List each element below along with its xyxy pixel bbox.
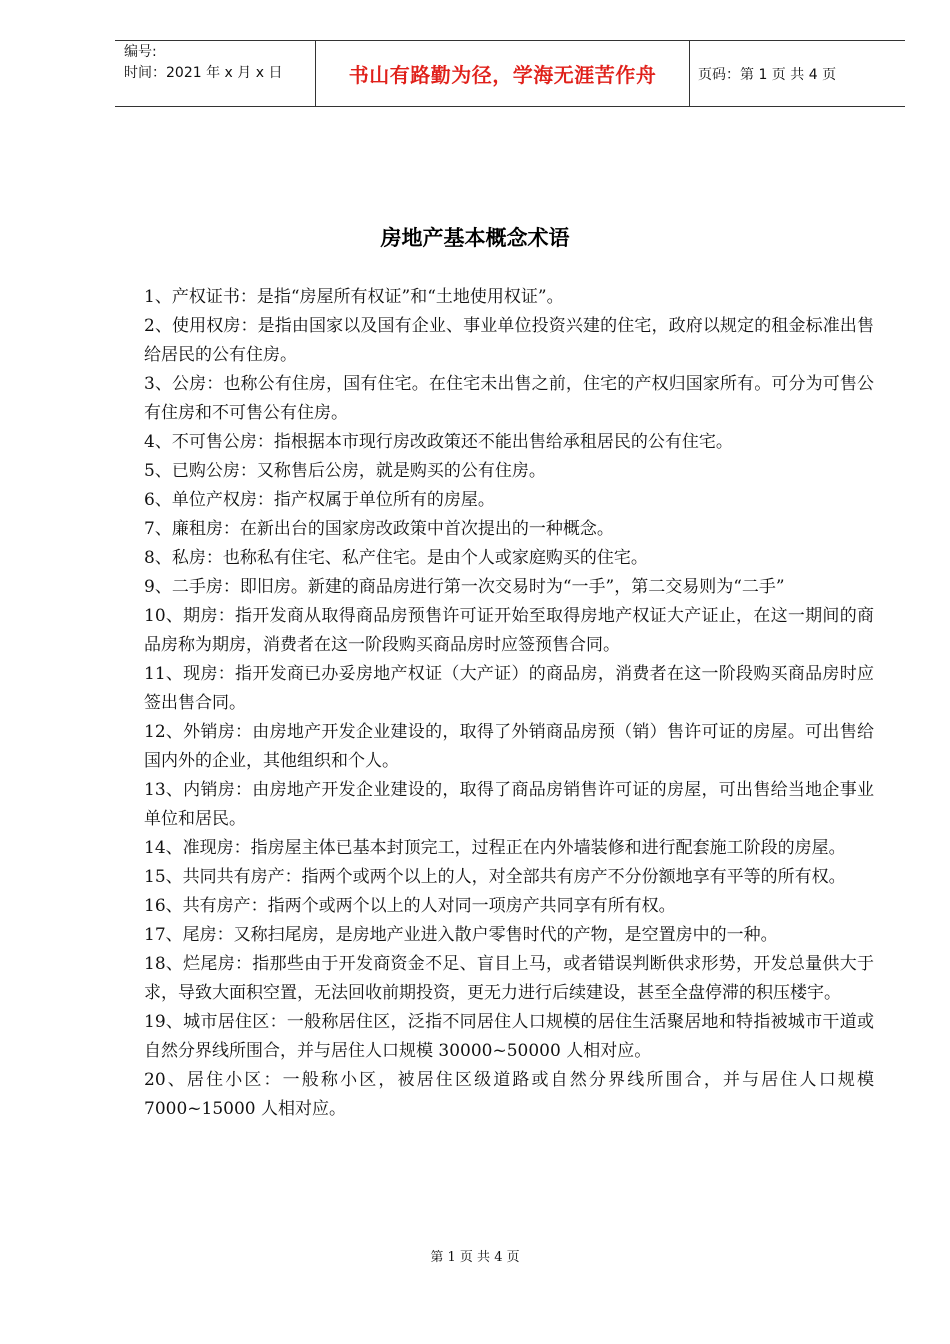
term-item: 12、外销房：由房地产开发企业建设的，取得了外销商品房预（销）售许可证的房屋。可出售给国内外的企业，其他组织和个人。 xyxy=(144,722,874,771)
term-item: 15、共同共有房产：指两个或两个以上的人，对全部共有房产不分份额地享有平等的所有权。 xyxy=(144,867,846,887)
document-time-label: 时间：2021 年 x 月 x 日 xyxy=(124,65,283,81)
term-item: 3、公房：也称公有住房，国有住宅。在住宅未出售之前，住宅的产权归国家所有。可分为可售公有住房和不可售公有住房。 xyxy=(144,374,874,423)
page-footer: 第 1 页 共 4 页 xyxy=(430,1250,520,1265)
term-item: 8、私房：也称私有住宅、私产住宅。是由个人或家庭购买的住宅。 xyxy=(144,548,648,568)
term-item: 2、使用权房：是指由国家以及国有企业、事业单位投资兴建的住宅，政府以规定的租金标准出售给居民的公有住房。 xyxy=(144,316,874,365)
header-motto: 书山有路勤为径，学海无涯苦作舟 xyxy=(315,41,690,106)
header-page-info: 页码：第 1 页 共 4 页 xyxy=(698,66,837,83)
term-item: 5、已购公房：又称售后公房，就是购买的公有住房。 xyxy=(144,461,546,481)
header-table xyxy=(115,40,905,107)
header-meta xyxy=(115,41,315,106)
term-item: 20、居住小区：一般称小区，被居住区级道路或自然分界线所围合，并与居住人口规模7000~15000 人相对应。 xyxy=(144,1070,874,1119)
term-item: 10、期房：指开发商从取得商品房预售许可证开始至取得房地产权证大产证止，在这一期间的商品房称为期房，消费者在这一阶段购买商品房时应签预售合同。 xyxy=(144,606,874,655)
term-item: 17、尾房：又称扫尾房，是房地产业进入散户零售时代的产物，是空置房中的一种。 xyxy=(144,925,778,945)
document-number-label: 编号: xyxy=(124,44,157,60)
term-item: 9、二手房：即旧房。新建的商品房进行第一次交易时为“一手”，第二交易则为“二手” xyxy=(144,577,785,597)
term-item: 1、产权证书：是指“房屋所有权证”和“土地使用权证”。 xyxy=(144,287,564,307)
term-item: 13、内销房：由房地产开发企业建设的，取得了商品房销售许可证的房屋，可出售给当地企事业单位和居民。 xyxy=(144,780,874,829)
term-item: 7、廉租房：在新出台的国家房改政策中首次提出的一种概念。 xyxy=(144,519,614,539)
term-item: 14、准现房：指房屋主体已基本封顶完工，过程正在内外墙装修和进行配套施工阶段的房屋。 xyxy=(144,838,846,858)
document-body xyxy=(144,283,874,1124)
term-item: 4、不可售公房：指根据本市现行房改政策还不能出售给承租居民的公有住宅。 xyxy=(144,432,733,452)
term-item: 6、单位产权房：指产权属于单位所有的房屋。 xyxy=(144,490,495,510)
document-title: 房地产基本概念术语 xyxy=(380,226,570,250)
term-item: 19、城市居住区：一般称居住区，泛指不同居住人口规模的居住生活聚居地和特指被城市干道或自然分界线所围合，并与居住人口规模 30000~50000 人相对应。 xyxy=(144,1012,874,1061)
term-item: 11、现房：指开发商已办妥房地产权证（大产证）的商品房，消费者在这一阶段购买商品房时应签出售合同。 xyxy=(144,664,874,713)
term-item: 16、共有房产：指两个或两个以上的人对同一项房产共同享有所有权。 xyxy=(144,896,676,916)
term-item: 18、烂尾房：指那些由于开发商资金不足、盲目上马，或者错误判断供求形势，开发总量供大于求，导致大面积空置，无法回收前期投资，更无力进行后续建设，甚至全盘停滞的积压楼宇。 xyxy=(144,954,874,1003)
